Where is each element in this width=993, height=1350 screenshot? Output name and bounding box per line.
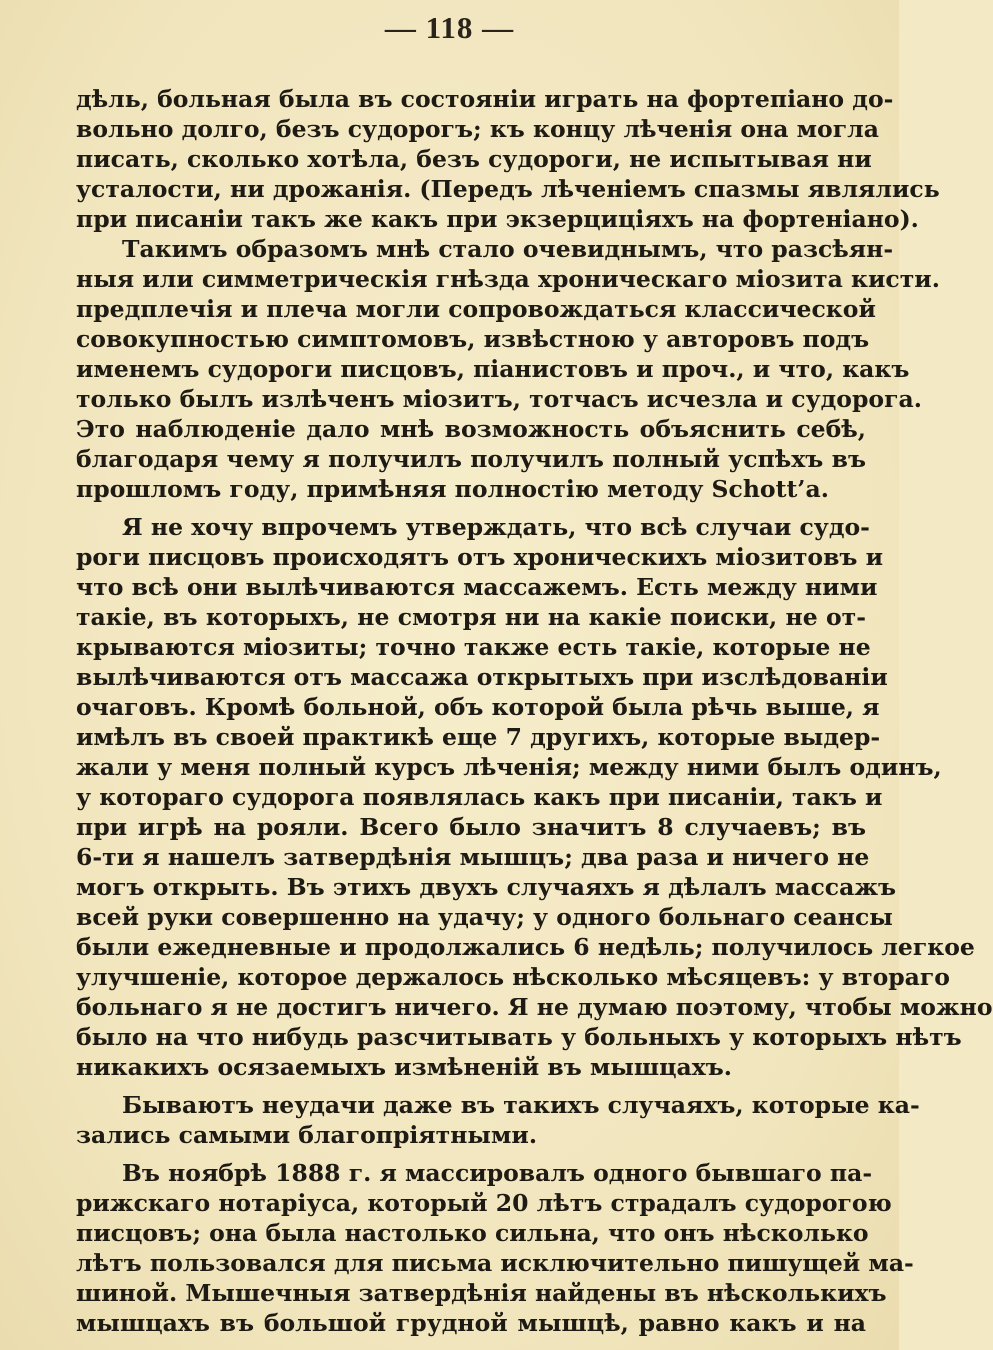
text-line: лѣтъ пользовался для письма исключительно пишущей ма- bbox=[76, 1249, 914, 1277]
text-line: писцовъ; она была настолько сильна, что онъ нѣсколько bbox=[76, 1219, 869, 1247]
text-line: Въ ноябрѣ 1888 г. я массировалъ одного бывшаго па- bbox=[122, 1159, 873, 1187]
text-line: именемъ судороги писцовъ, піанистовъ и проч., и что, какъ bbox=[76, 355, 910, 383]
text-line: такіе, въ которыхъ, не смотря ни на какіе поиски, не от- bbox=[76, 603, 866, 631]
text-line: всей руки совершенно на удачу; у одного больнаго сеансы bbox=[76, 903, 893, 931]
page-number: — 118 — bbox=[384, 10, 515, 45]
text-line: жали у меня полный курсъ лѣченія; между ними былъ одинъ, bbox=[76, 753, 942, 781]
text-line: вольно долго, безъ судорогъ; къ концу лѣченія она могла bbox=[76, 115, 879, 143]
text-line: роги писцовъ происходятъ отъ хроническихъ міозитовъ и bbox=[76, 543, 884, 571]
text-line: были ежедневные и продолжались 6 недѣль; получилось легкое bbox=[76, 933, 975, 961]
paragraph-spacer bbox=[76, 1082, 866, 1090]
paragraph-spacer bbox=[76, 504, 866, 512]
text-line: предплечія и плеча могли сопровождаться классической bbox=[76, 295, 876, 323]
paragraph-1 bbox=[76, 84, 940, 234]
text-line: вылѣчиваются отъ массажа открытыхъ при изслѣдованіи bbox=[76, 663, 888, 691]
text-line: при писаніи такъ же какъ при экзерциціяхъ на фортеніано). bbox=[76, 205, 919, 233]
page-text bbox=[76, 84, 993, 1338]
text-line: больнаго я не достигъ ничего. Я не думаю поэтому, чтобы можно bbox=[76, 993, 993, 1021]
text-line: улучшеніе, которое держалось нѣсколько мѣсяцевъ: у втораго bbox=[76, 963, 950, 991]
paragraph-5 bbox=[76, 1158, 914, 1338]
text-line: зались самыми благопріятными. bbox=[76, 1121, 538, 1149]
text-line: имѣлъ въ своей практикѣ еще 7 другихъ, которые выдер- bbox=[76, 723, 881, 751]
text-line: шиной. Мышечныя затвердѣнія найдены въ нѣсколькихъ bbox=[76, 1279, 887, 1307]
text-line: совокупностью симптомовъ, извѣстною у авторовъ подъ bbox=[76, 325, 870, 353]
text-line: никакихъ осязаемыхъ измѣненій въ мышцахъ. bbox=[76, 1053, 732, 1081]
text-line: дѣль, больная была въ состояніи играть на фортепіано до- bbox=[76, 85, 894, 113]
text-line: 6-ти я нашелъ затвердѣнія мышцъ; два раза и ничего не bbox=[76, 843, 870, 871]
text-line: Бываютъ неудачи даже въ такихъ случаяхъ, которые ка- bbox=[122, 1091, 920, 1119]
text-line: очаговъ. Кромѣ больной, объ которой была рѣчь выше, я bbox=[76, 693, 880, 721]
text-line: прошломъ году, примѣняя полностію методу Schott’a. bbox=[76, 475, 829, 503]
text-line: только былъ излѣченъ міозитъ, тотчасъ исчезла и судорога. bbox=[76, 385, 922, 413]
paragraph-2 bbox=[76, 234, 940, 504]
text-line: рижскаго нотаріуса, который 20 лѣтъ страдалъ судорогою bbox=[76, 1189, 892, 1217]
text-line: писать, сколько хотѣла, безъ судороги, не испытывая ни bbox=[76, 145, 872, 173]
text-line: Такимъ образомъ мнѣ стало очевиднымъ, что разсѣян- bbox=[122, 235, 894, 263]
text-line: мышцахъ въ большой грудной мышцѣ, равно какъ и на bbox=[76, 1309, 866, 1337]
text-line: ныя или симметрическія гнѣзда хроническаго міозита кисти. bbox=[76, 265, 940, 293]
paragraph-spacer bbox=[76, 1150, 866, 1158]
text-line: могъ открыть. Въ этихъ двухъ случаяхъ я дѣлалъ массажъ bbox=[76, 873, 897, 901]
paragraph-3 bbox=[76, 512, 993, 1082]
text-line: что всѣ они вылѣчиваются массажемъ. Есть между ними bbox=[76, 573, 878, 601]
text-line: Я не хочу впрочемъ утверждать, что всѣ случаи судо- bbox=[122, 513, 870, 541]
text-line: Это наблюденіе дало мнѣ возможность объяснить себѣ, bbox=[76, 415, 866, 443]
text-line: усталости, ни дрожанія. (Передъ лѣченіемъ спазмы являлись bbox=[76, 175, 940, 203]
paragraph-4 bbox=[76, 1090, 920, 1150]
text-line: благодаря чему я получилъ получилъ полный успѣхъ въ bbox=[76, 445, 866, 473]
text-line: при игрѣ на рояли. Всего было значитъ 8 случаевъ; въ bbox=[76, 813, 866, 841]
text-line: у котораго судорога появлялась какъ при писаніи, такъ и bbox=[76, 783, 883, 811]
text-line: крываются міозиты; точно также есть такіе, которые не bbox=[76, 633, 871, 661]
text-line: было на что нибудь разсчитывать у больныхъ у которыхъ нѣтъ bbox=[76, 1023, 962, 1051]
